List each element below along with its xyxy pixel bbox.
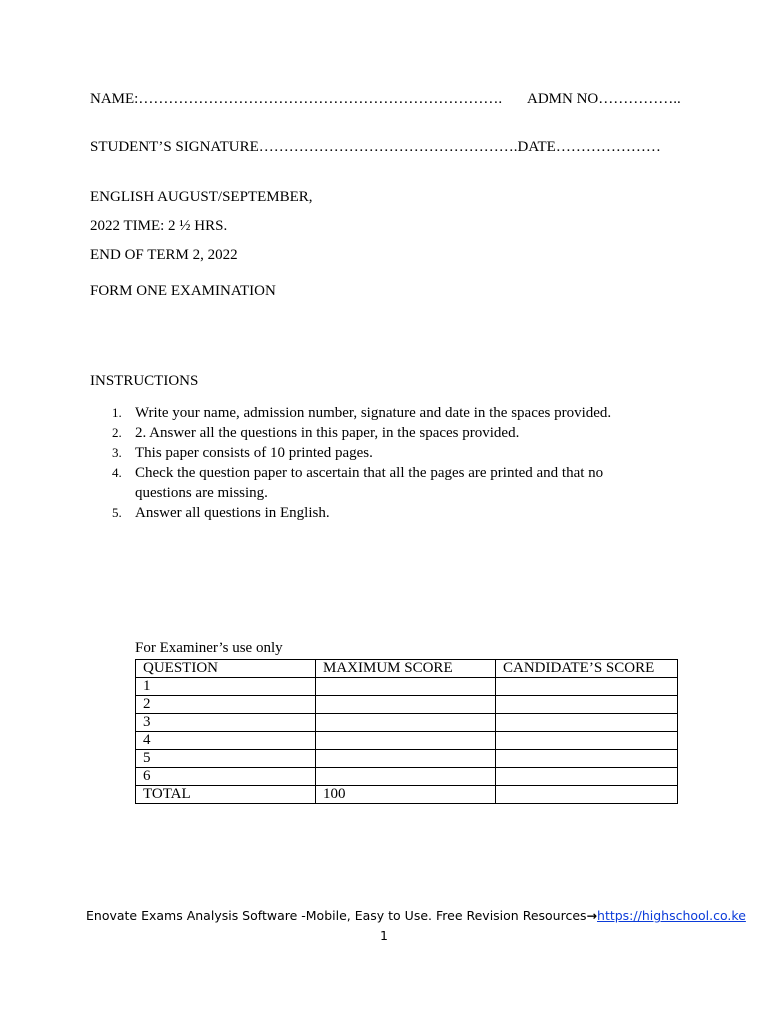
instruction-text: This paper consists of 10 printed pages. <box>135 445 373 461</box>
question-cell: 5 <box>136 750 316 768</box>
exam-subject: ENGLISH AUGUST/SEPTEMBER, <box>90 189 313 205</box>
table-row <box>136 732 678 750</box>
instruction-text: Answer all questions in English. <box>135 505 330 521</box>
maximum-score-cell <box>316 750 496 768</box>
total-candidate-score-cell[interactable] <box>496 786 678 804</box>
signature-date-field-line: STUDENT’S SIGNATURE…………………………………………….DATE………………… <box>90 139 661 155</box>
question-cell: 6 <box>136 768 316 786</box>
table-row-total <box>136 786 678 804</box>
table-row <box>136 714 678 732</box>
footer-text: Enovate Exams Analysis Software -Mobile, Easy to Use. Free Revision Resources <box>86 908 587 923</box>
exam-form: FORM ONE EXAMINATION <box>90 283 276 299</box>
instruction-item <box>90 423 650 443</box>
total-label-cell: TOTAL <box>136 786 316 804</box>
maximum-score-cell <box>316 714 496 732</box>
question-cell: 4 <box>136 732 316 750</box>
candidate-score-cell[interactable] <box>496 732 678 750</box>
page-footer <box>86 908 746 923</box>
exam-time: 2022 TIME: 2 ½ HRS. <box>90 218 228 234</box>
maximum-score-cell <box>316 678 496 696</box>
instruction-text: Write your name, admission number, signature and date in the spaces provided. <box>135 405 612 421</box>
instruction-text: Check the question paper to ascertain that all the pages are printed and that no questions are missing. <box>135 465 604 501</box>
question-cell: 2 <box>136 696 316 714</box>
column-header-question: QUESTION <box>136 660 316 678</box>
instruction-item <box>90 503 650 523</box>
table-row <box>136 678 678 696</box>
instruction-number: 5. <box>112 505 122 520</box>
table-row <box>136 750 678 768</box>
footer-link[interactable]: https://highschool.co.ke <box>597 908 746 923</box>
name-field-line: NAME:………………………………………………………………. <box>90 91 503 107</box>
candidate-score-cell[interactable] <box>496 696 678 714</box>
column-header-maximum-score: MAXIMUM SCORE <box>316 660 496 678</box>
instruction-item <box>90 463 650 503</box>
candidate-score-cell[interactable] <box>496 678 678 696</box>
column-header-candidate-score: CANDIDATE’S SCORE <box>496 660 678 678</box>
candidate-score-cell[interactable] <box>496 714 678 732</box>
arrow-right-icon: → <box>586 908 598 923</box>
instruction-number: 3. <box>112 445 122 460</box>
candidate-score-cell[interactable] <box>496 750 678 768</box>
instruction-number: 2. <box>112 425 122 440</box>
maximum-score-cell <box>316 732 496 750</box>
table-row <box>136 696 678 714</box>
examiner-score-table <box>135 659 678 804</box>
maximum-score-cell <box>316 696 496 714</box>
total-maximum-score-cell: 100 <box>316 786 496 804</box>
admission-number-field-line: ADMN NO…………….. <box>527 91 681 107</box>
instruction-item <box>90 443 650 463</box>
table-row <box>136 768 678 786</box>
maximum-score-cell <box>316 768 496 786</box>
page-number: 1 <box>380 928 388 943</box>
examiner-table-caption: For Examiner’s use only <box>135 640 283 656</box>
instruction-item <box>90 403 650 423</box>
question-cell: 1 <box>136 678 316 696</box>
instruction-number: 1. <box>112 405 122 420</box>
table-header-row <box>136 660 678 678</box>
candidate-score-cell[interactable] <box>496 768 678 786</box>
instruction-text: 2. Answer all the questions in this paper, in the spaces provided. <box>135 425 520 441</box>
instructions-list <box>90 403 650 523</box>
question-cell: 3 <box>136 714 316 732</box>
instructions-heading: INSTRUCTIONS <box>90 373 199 389</box>
instruction-number: 4. <box>112 465 122 480</box>
exam-term: END OF TERM 2, 2022 <box>90 247 238 263</box>
